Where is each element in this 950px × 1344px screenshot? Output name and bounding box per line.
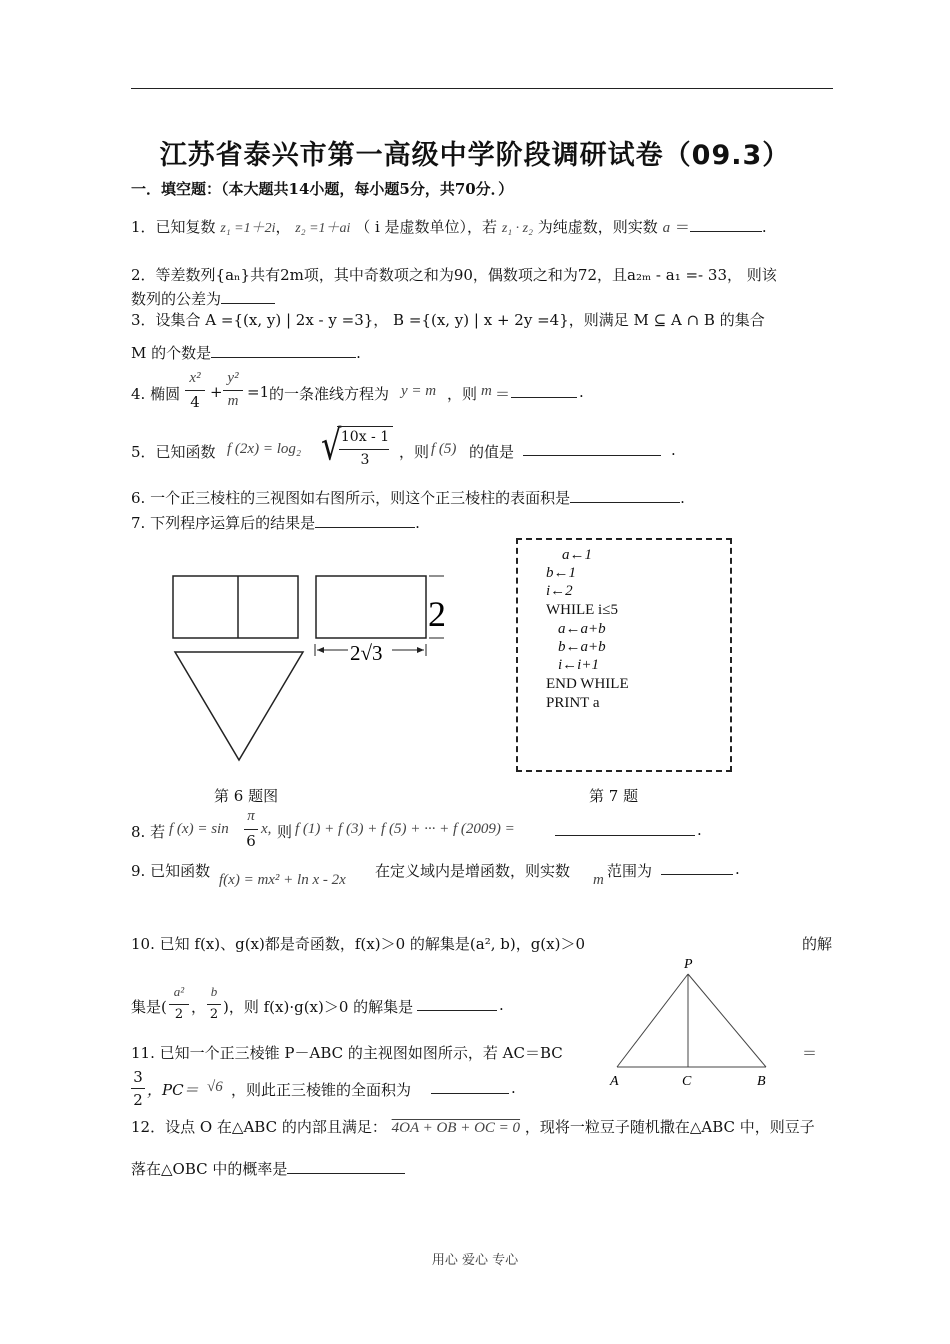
width-dim-arrow-right — [417, 647, 424, 653]
q5-radical-sign: √ — [321, 420, 342, 470]
question-3-line2: M 的个数是 . — [131, 344, 361, 362]
q1-text-d: ＝ — [674, 218, 690, 236]
figure-6-caption: 第 6 题图 — [214, 787, 279, 805]
q6-text: 6. 一个正三棱柱的三视图如右图所示，则这个正三棱柱的表面积是 — [131, 489, 571, 507]
q4-den1: 4 — [190, 393, 200, 411]
figure-11-front-view — [600, 950, 790, 1090]
q2-answer-blank[interactable] — [221, 289, 275, 304]
program-line-7: i←i+1 — [558, 657, 599, 673]
q9-mid: 在定义域内是增函数，则实数 — [375, 862, 571, 880]
q11-num: 3 — [133, 1068, 143, 1086]
page-footer: 用心 爱心 专心 — [431, 1253, 519, 1268]
question-6: 6. 一个正三棱柱的三视图如右图所示，则这个正三棱柱的表面积是 . — [131, 489, 685, 507]
q1-text-b: （ i 是虚数单位），若 — [355, 218, 498, 236]
program-line-4: WHILE i≤5 — [546, 602, 618, 618]
q4-pre: 4. 椭圆 — [131, 385, 181, 403]
q1-answer-blank[interactable] — [690, 217, 762, 232]
q8-mid: 则 — [277, 823, 293, 841]
q10-fraction-bar-2 — [207, 1004, 221, 1005]
q4-plus: + — [210, 383, 223, 401]
figure-7-program-box — [516, 538, 732, 772]
width-label: 2√3 — [350, 641, 383, 665]
q10-comma: ， — [191, 998, 207, 1016]
q11-sqrt: √6 — [207, 1079, 223, 1095]
q9-fx: f(x) = mx² + ln x - 2x — [219, 872, 346, 888]
q11-fraction-bar — [131, 1088, 145, 1089]
q12-prompt: 落在△OBC 中的概率是 — [131, 1160, 288, 1178]
q7-text: 7. 下列程序运算后的结果是 — [131, 514, 316, 532]
q4-m: m — [481, 383, 492, 399]
figure-7-caption: 第 7 题 — [589, 787, 639, 805]
q10-den2: 2 — [209, 1007, 219, 1022]
q4-fraction-bar-1 — [185, 390, 205, 391]
program-line-3: i←2 — [546, 583, 573, 599]
program-line-5: a←a+b — [558, 621, 606, 637]
q5-f5: f (5) — [431, 441, 457, 457]
q12-answer-blank[interactable] — [287, 1159, 405, 1174]
q9-pre: 9. 已知函数 — [131, 862, 211, 880]
q5-answer-blank[interactable] — [523, 441, 661, 456]
side-view — [316, 576, 426, 638]
q10-den1: 2 — [174, 1007, 184, 1022]
q1-a: a — [662, 220, 671, 236]
q11-post: ，PC＝ — [147, 1081, 199, 1099]
q12-post: ，现将一粒豆子随机撒在△ABC 中，则豆子 — [524, 1118, 815, 1136]
label-C: C — [682, 1074, 692, 1089]
q3-prompt: M 的个数是 — [131, 344, 212, 362]
q5-mid: ，则 — [399, 443, 430, 461]
q8-den: 6 — [246, 832, 256, 850]
edge-PA — [617, 974, 688, 1067]
q8-sum: f (1) + f (3) + f (5) + ··· + f (2009) = — [295, 821, 515, 837]
question-2-line1: 2．等差数列{aₙ}共有2m项，其中奇数项之和为90，偶数项之和为72，且a₂ₘ - a₁ =- 33， 则该 — [131, 266, 777, 284]
q1-z2: z₂ =1＋ai — [295, 221, 351, 236]
label-B: B — [757, 1074, 766, 1089]
label-A: A — [610, 1074, 619, 1089]
q4-post: ，则 — [447, 385, 478, 403]
q4-den2: m — [227, 393, 239, 409]
program-line-2: b←1 — [546, 565, 576, 581]
q8-pre: 8. 若 — [131, 823, 166, 841]
q5-fraction-bar — [339, 449, 389, 450]
front-view — [173, 576, 298, 638]
q3-answer-blank[interactable] — [211, 343, 356, 358]
q4-num1: x² — [189, 370, 201, 386]
width-dim-arrow-left — [317, 647, 324, 653]
page-title: 江苏省泰兴市第一高级中学阶段调研试卷（09.3） — [159, 140, 791, 171]
q4-eq2: ＝ — [495, 385, 511, 403]
q10-num2: b — [210, 984, 218, 999]
q5-num: 10x - 1 — [340, 429, 390, 445]
q12-pre: 12．设点 O 在△ABC 的内部且满足： — [131, 1118, 387, 1136]
q10-answer-blank[interactable] — [417, 996, 497, 1011]
q2-prompt: 数列的公差为 — [131, 290, 222, 308]
q10-pre2: 集是( — [131, 998, 167, 1016]
q4-eq: =1 — [247, 383, 270, 401]
q1-text-c: 为纯虚数，则实数 — [537, 218, 658, 236]
q9-answer-blank[interactable] — [661, 860, 733, 875]
q11-answer-blank[interactable] — [431, 1079, 509, 1094]
q4-answer-blank[interactable] — [511, 383, 577, 398]
q11-post2: ，则此正三棱锥的全面积为 — [231, 1081, 412, 1099]
q10-fraction-bar-1 — [169, 1004, 189, 1005]
q5-radical-bar — [337, 426, 393, 427]
q4-fraction-bar-2 — [223, 390, 243, 391]
q11-den: 2 — [133, 1091, 143, 1109]
question-10-line1-right: 的解 — [802, 935, 833, 953]
q9-post: 范围为 — [607, 862, 653, 880]
question-2-line2 — [131, 288, 275, 309]
question-3-line1: 3．设集合 A ={(x, y) | 2x - y =3}， B ={(x, y) | x + 2y =4}，则满足 M ⊆ A ∩ B 的集合 — [131, 311, 765, 329]
section-heading: 一．填空题：（本大题共14小题，每小题5分，共70分．） — [131, 180, 514, 198]
q1-text-a: 1．已知复数 — [131, 218, 216, 236]
program-line-8: END WHILE — [546, 676, 629, 692]
q7-answer-blank[interactable] — [315, 513, 415, 528]
q5-fx: f (2x) = log₂ — [227, 441, 302, 457]
q6-answer-blank[interactable] — [570, 488, 680, 503]
q1-product: z₁ · z₂ — [501, 221, 533, 236]
edge-PB — [688, 974, 766, 1067]
q4-line: y = m — [401, 383, 437, 399]
question-10-line1: 10. 已知 f(x)、g(x)都是奇函数，f(x)＞0 的解集是(a², b)，g(x)＞0 — [131, 935, 586, 953]
question-11-line1-right: ＝ — [802, 1044, 818, 1062]
q4-mid: 的一条准线方程为 — [269, 385, 390, 403]
program-line-1: a←1 — [562, 547, 592, 563]
q10-num1: a² — [173, 984, 185, 999]
q5-den: 3 — [360, 452, 370, 468]
q8-num: π — [247, 808, 255, 824]
question-12-line1 — [131, 1116, 815, 1137]
q5-pre: 5．已知函数 — [131, 443, 216, 461]
program-line-9: PRINT a — [546, 695, 600, 711]
q12-vector-eq: 4OA + OB + OC = 0 — [391, 1120, 521, 1136]
question-11-line1: 11. 已知一个正三棱锥 P－ABC 的主视图如图所示，若 AC＝BC — [131, 1044, 563, 1062]
top-rule — [131, 88, 833, 89]
program-line-6: b←a+b — [558, 639, 606, 655]
q8-answer-blank[interactable] — [555, 821, 695, 836]
q10-post2: )，则 f(x)·g(x)＞0 的解集是 — [223, 998, 414, 1016]
question-7: 7. 下列程序运算后的结果是 . — [131, 514, 420, 532]
question-1: 1．已知复数 z₁ =1＋2i， z₂ =1＋ai （ i 是虚数单位），若 z₁ · z₂ 为纯虚数，则实数 a ＝ . — [131, 218, 767, 236]
label-P: P — [684, 957, 693, 972]
question-12-line2 — [131, 1158, 405, 1179]
figure-6-three-views — [160, 568, 446, 768]
top-view-triangle — [175, 652, 303, 760]
q1-z1: z₁ =1＋2i — [220, 221, 276, 236]
q9-m: m — [593, 872, 604, 888]
q8-x: x, — [261, 821, 272, 837]
q8-fx: f (x) = sin — [169, 821, 229, 837]
q8-fraction-bar — [244, 829, 258, 830]
height-label: 2 — [428, 594, 446, 634]
q4-num2: y² — [227, 370, 239, 386]
q5-post: 的值是 — [469, 443, 515, 461]
